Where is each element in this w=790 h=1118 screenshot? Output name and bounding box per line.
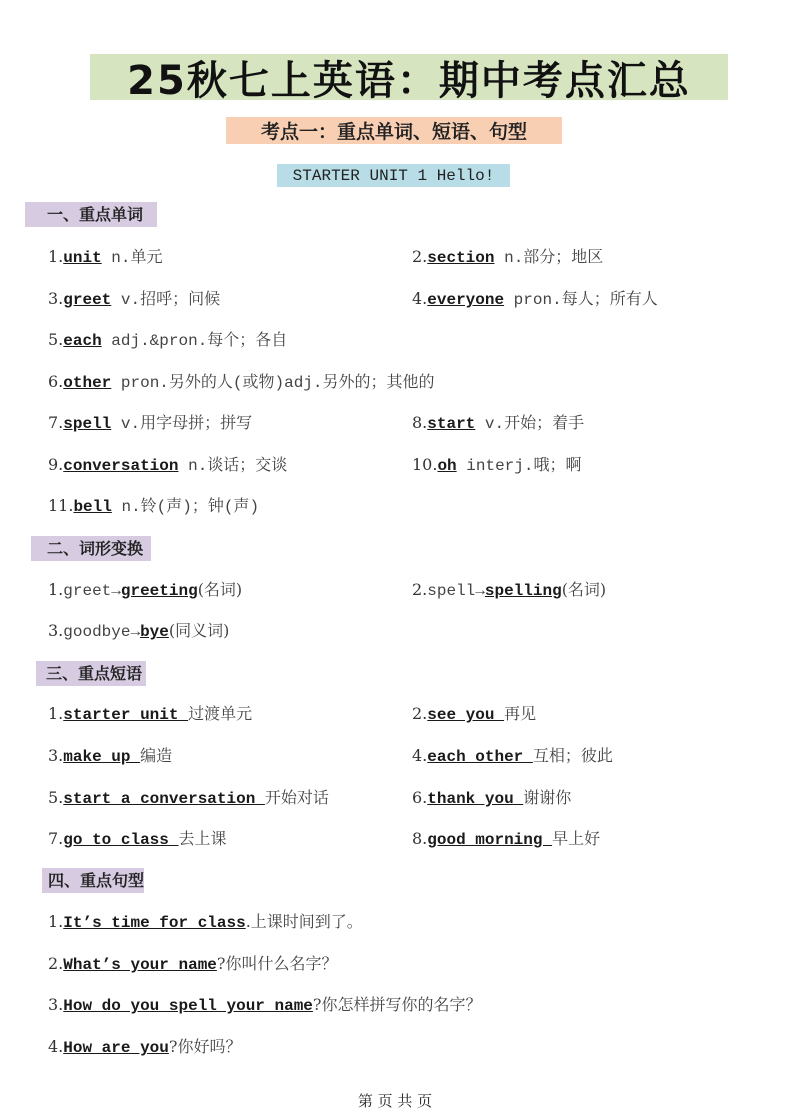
phrase-item: 3.make up 编造 [48, 746, 173, 766]
section-heading-sentences: 四、重点句型 [42, 868, 144, 893]
form-item: 3.goodbye→bye(同义词) [48, 621, 230, 641]
word-item: 8.start v.开始；着手 [412, 413, 585, 433]
word-item: 6.other pron.另外的人(或物)adj.另外的；其他的 [48, 372, 435, 392]
phrase-item: 8.good morning 早上好 [412, 829, 601, 849]
word-item: 10.oh interj.哦；啊 [412, 455, 582, 475]
unit-heading: STARTER UNIT 1 Hello! [277, 164, 510, 187]
section-subtitle: 考点一：重点单词、短语、句型 [226, 117, 562, 144]
form-item: 1.greet→greeting(名词) [48, 580, 243, 600]
form-item: 2.spell→spelling(名词) [412, 580, 607, 600]
word-item: 9.conversation n.谈话；交谈 [48, 455, 288, 475]
phrase-item: 7.go to class 去上课 [48, 829, 227, 849]
word-item: 1.unit n.单元 [48, 247, 163, 267]
word-item: 3.greet v.招呼；问候 [48, 289, 221, 309]
page-footer: 第 页 共 页 [357, 1092, 433, 1110]
sentence-item: 3.How do you spell your name?你怎样拼写你的名字？ [48, 995, 482, 1015]
phrase-item: 6.thank you 谢谢你 [412, 788, 572, 808]
section-heading-forms: 二、词形变换 [31, 536, 151, 561]
phrase-item: 2.see you 再见 [412, 704, 537, 724]
page-title: 25秋七上英语：期中考点汇总 [90, 54, 728, 100]
section-heading-phrases: 三、重点短语 [36, 661, 146, 686]
word-item: 5.each adj.&pron.每个；各自 [48, 330, 288, 350]
phrase-item: 5.start a conversation 开始对话 [48, 788, 329, 808]
phrase-item: 4.each other 互相；彼此 [412, 746, 613, 766]
sentence-item: 2.What’s your name?你叫什么名字？ [48, 954, 338, 974]
sentence-item: 1.It’s time for class.上课时间到了。 [48, 912, 363, 932]
word-item: 11.bell n.铃(声)；钟(声) [48, 496, 260, 516]
word-item: 4.everyone pron.每人；所有人 [412, 289, 658, 309]
sentence-item: 4.How are you?你好吗？ [48, 1037, 242, 1057]
phrase-item: 1.starter unit 过渡单元 [48, 704, 253, 724]
section-heading-words: 一、重点单词 [25, 202, 157, 227]
word-item: 2.section n.部分；地区 [412, 247, 604, 267]
word-item: 7.spell v.用字母拼；拼写 [48, 413, 253, 433]
